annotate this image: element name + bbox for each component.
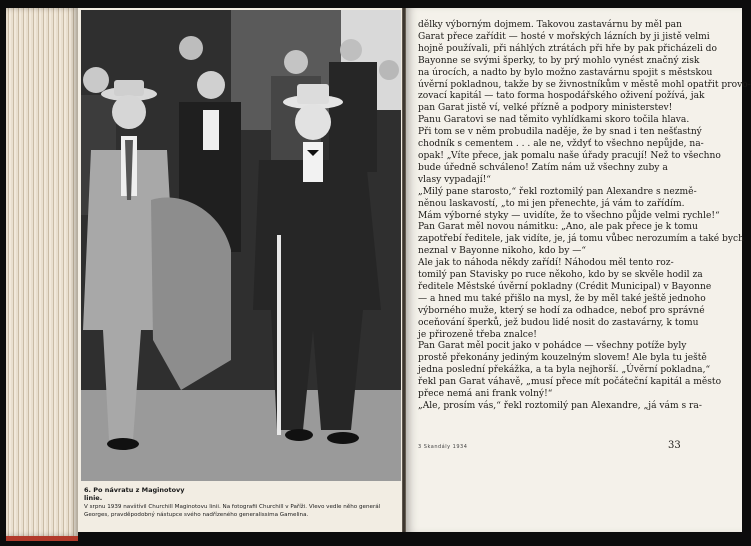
photograph-men-in-hats-icon [81,10,401,481]
left-page [78,8,404,532]
text-line: přece nemá ani frank volný!“ [418,389,553,400]
text-line: „Ale, prosím vás,“ řekl roztomilý pan Alexandre, „já vám s ra- [418,401,702,411]
text-line: je přirozeně třeba znalce! [418,329,537,340]
text-line: opak! „Víte přece, jak pomalu naše úřady pracují! Než to všechno [418,150,721,161]
page-edges [6,8,78,541]
text-line: bude úředně schváleno! Zatím nám už všechny zuby a [418,162,668,173]
text-line: Ale jak to náhoda někdy zařídí! Náhodou měl tento roz- [418,258,674,269]
text-line: řekl pan Garat váhavě, „musí přece mít počáteční kapitál a město [418,377,722,388]
text-line: výborného muže, který se hodí za odhadce, neboť pro správné [418,305,705,316]
text-line: vlasy vypadají!“ [418,174,491,185]
text-line: Panu Garatovi se nad těmito vyhlídkami skoro točila hlava. [418,115,690,126]
photo-caption [84,486,400,519]
right-page [406,8,751,532]
text-line: zovací kapitál — tato forma hospodářského oživení požívá, jak [418,91,705,102]
text-line: prostě překonány jediným kouzelným slovem! Ale byla tu ještě [418,353,707,364]
text-line: — a hned mu také přišlo na mysl, že by měl také ještě jednoho [418,293,706,304]
photograph [81,10,401,481]
text-line: Při tom se v něm probudila naděje, že by snad i ten nešťastný [418,127,702,138]
caption-title: 6. Po návratu z Maginotovy linie. [84,486,185,502]
page-footer-signature: 3 Skandály 1934 [418,444,468,450]
text-line: neznal v Bayonne nikoho, kdo by —“ [418,246,586,257]
text-line: úvěrní pokladnou, takže by se živnostníkům v městě mohl opatřit provo- [418,79,751,90]
text-line: ředitele Městské úvěrní pokladny (Crédit Municipal) v Bayonne [418,281,712,292]
caption-text: V srpnu 1939 navštívil Churchill Maginotovu linii. Na fotografii Churchill v Paříži. Vlevo vedle něho generál Georges, pravděpodobný nástupce svého nadřízeného generalissima Gamelina. [84,504,381,518]
page-number: 33 [668,440,681,451]
text-line: pan Garat jistě ví, velké přízně a podpory ministerstev! [418,103,673,114]
text-line: Pan Garat měl pocit jako v pohádce — všechny potíže byly [418,341,687,352]
text-line: zapotřebí ředitele, jak vidíte, je, já tomu vůbec nerozumím a také bych [418,234,744,245]
text-line: oceňování šperků, jež budou lidé nosit do zastavárny, k tomu [418,317,699,328]
text-line: něnou laskavostí, „to mi jen přenechte, já vám to zařídím. [418,198,685,209]
text-line: „Milý pane starosto,“ řekl roztomilý pan Alexandre s nezmě- [418,186,697,197]
text-line: Pan Garat měl novou námitku: „Ano, ale pak přece je k tomu [418,222,698,233]
text-line: hojně používali, při náhlých ztrátách při hře by pak přicházeli do [418,43,717,54]
text-line: jedna poslední překážka, a ta byla nejhorší. „Úvěrní pokladna,“ [418,365,711,376]
text-line: Bayonne se svými šperky, to by prý mohlo vynést značný zisk [418,55,700,66]
text-line: dělky výborným dojmem. Takovou zastavárnu by měl pan [418,20,682,30]
text-line: tomilý pan Stavisky po ruce někoho, kdo by se skvěle hodil za [418,270,703,281]
text-line: Garat přece zařídit — hosté v mořských lázních by ji jistě velmi [418,31,710,42]
text-line: chodník s cementem . . . ale ne, vždyť to všechno nepůjde, na- [418,139,704,150]
body-text [418,20,751,413]
text-line: na úrocích, a nadto by bylo možno zastavárnu spojit s městskou [418,67,713,78]
text-line: Mám výborné styky — uvidíte, že to všechno půjde velmi rychle!“ [418,210,720,221]
